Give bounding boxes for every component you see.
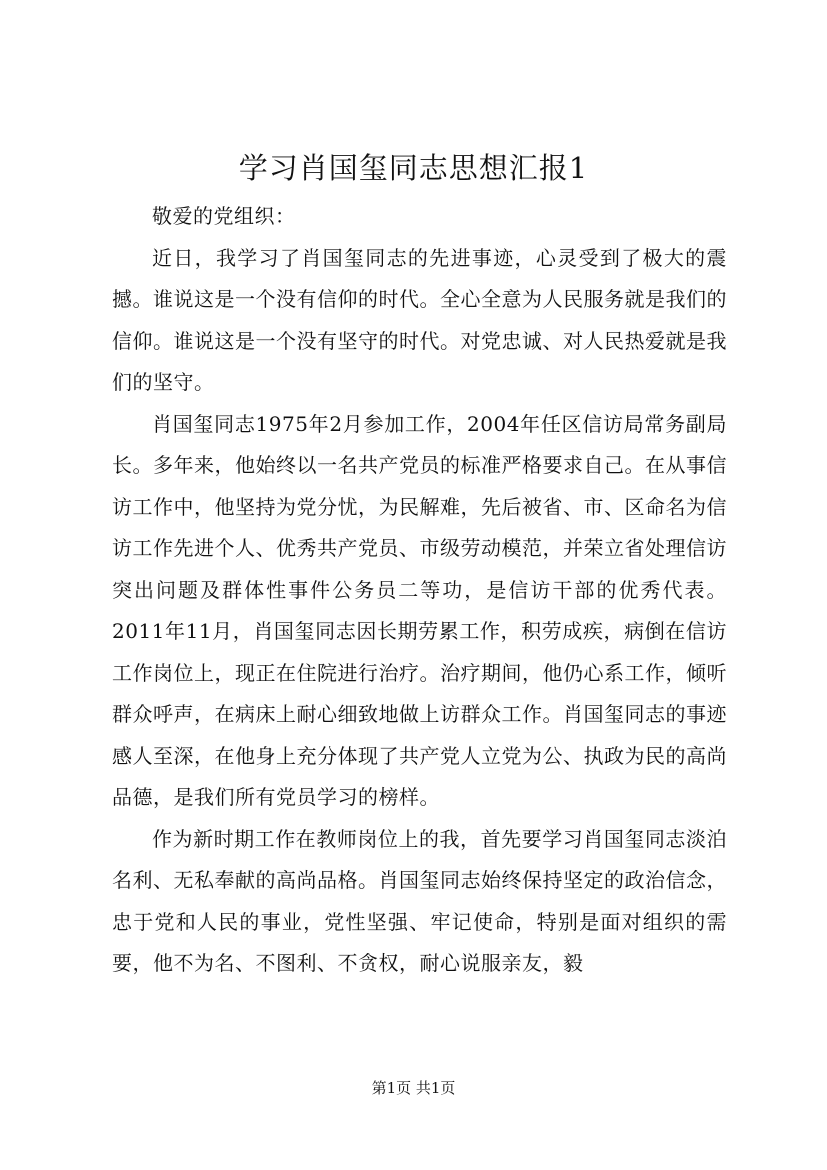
- document-body: [112, 196, 727, 985]
- paragraph-1: 近日，我学习了肖国玺同志的先进事迹，心灵受到了极大的震撼。谁说这是一个没有信仰的时代。全心全意为人民服务就是我们的信仰。谁说这是一个没有坚守的时代。对党忠诚、对人民热爱就是我们的坚守。: [112, 245, 727, 394]
- document-title: 学习肖国玺同志思想汇报1: [238, 151, 589, 185]
- page-footer: 第1页 共1页: [371, 1079, 456, 1097]
- paragraph-2: 肖国玺同志1975年2月参加工作，2004年任区信访局常务副局长。多年来，他始终以一名共产党员的标准严格要求自己。在从事信访工作中，他坚持为党分忧，为民解难，先后被省、市、区命名为信访工作先进个人、优秀共产党员、市级劳动模范，并荣立省处理信访突出问题及群体性事件公务员二等功，是信访干部的优秀代表。2011年11月，肖国玺同志因长期劳累工作，积劳成疾，病倒在信访工作岗位上，现正在住院进行治疗。治疗期间，他仍心系工作，倾听群众呼声，在病床上耐心细致地做上访群众工作。肖国玺同志的事迹感人至深，在他身上充分体现了共产党人立党为公、执政为民的高尚品德，是我们所有党员学习的榜样。: [112, 411, 727, 809]
- salutation: 敬爱的党组织：: [152, 204, 296, 228]
- paragraph-3: 作为新时期工作在教师岗位上的我，首先要学习肖国玺同志淡泊名利、无私奉献的高尚品格。肖国玺同志始终保持坚定的政治信念，忠于党和人民的事业，党性坚强、牢记使命，特别是面对组织的需要，他不为名、不图利、不贪权，耐心说服亲友，毅: [112, 826, 727, 975]
